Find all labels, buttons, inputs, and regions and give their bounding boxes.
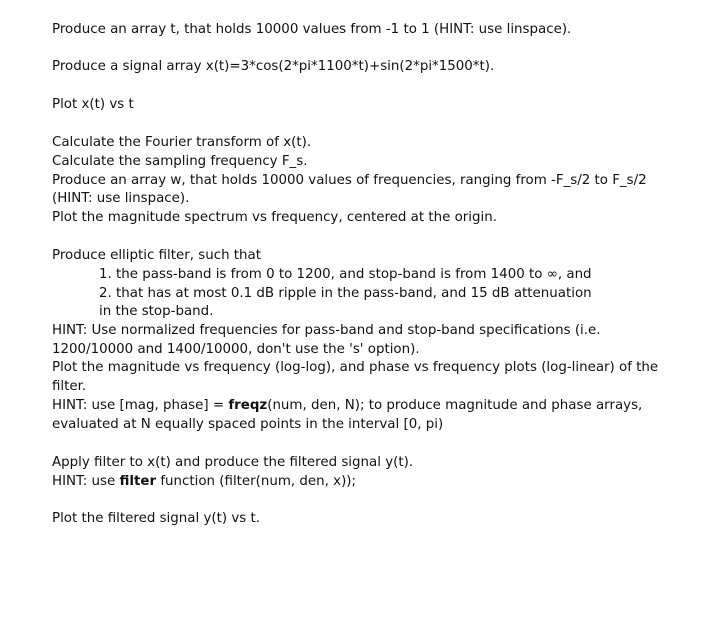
hint-freqz-pre: HINT: use [mag, phase] = bbox=[52, 398, 229, 413]
instruction-magnitude-spectrum: Plot the magnitude spectrum vs frequency, centered at the origin. bbox=[52, 210, 497, 225]
hint-freqz-cont: evaluated at N equally spaced points in the interval [0, pi) bbox=[52, 417, 444, 432]
instruction-signal: Produce a signal array x(t)=3*cos(2*pi*1100*t)+sin(2*pi*1500*t). bbox=[52, 59, 495, 74]
list-item-2: 2. that has at most 0.1 dB ripple in the pass-band, and 15 dB attenuation bbox=[99, 286, 592, 301]
instruction-array-t: Produce an array t, that holds 10000 values from -1 to 1 (HINT: use linspace). bbox=[52, 22, 572, 37]
hint-filter-post: function (filter(num, den, x)); bbox=[156, 474, 357, 489]
instruction-plot-x: Plot x(t) vs t bbox=[52, 97, 134, 112]
instruction-sampling: Calculate the sampling frequency F_s. bbox=[52, 154, 308, 169]
instruction-elliptic: Produce elliptic filter, such that bbox=[52, 248, 261, 263]
instruction-array-w-hint: (HINT: use linspace). bbox=[52, 191, 190, 206]
hint-normalized-cont: 1200/10000 and 1400/10000, don't use the 's' option). bbox=[52, 342, 420, 357]
instruction-array-w: Produce an array w, that holds 10000 values of frequencies, ranging from -F_s/2 to F_s/2 bbox=[52, 173, 647, 188]
instruction-plot-y: Plot the filtered signal y(t) vs t. bbox=[52, 511, 260, 526]
hint-normalized: HINT: Use normalized frequencies for pass-band and stop-band specifications (i.e. bbox=[52, 323, 601, 338]
instruction-plot-filter: Plot the magnitude vs frequency (log-log), and phase vs frequency plots (log-linear) of the bbox=[52, 360, 659, 375]
hint-freqz bbox=[52, 397, 642, 416]
list-item-2-cont: in the stop-band. bbox=[99, 304, 214, 319]
hint-filter-pre: HINT: use bbox=[52, 474, 120, 489]
hint-freqz-keyword: freqz bbox=[228, 398, 268, 413]
list-item-1: 1. the pass-band is from 0 to 1200, and stop-band is from 1400 to ∞, and bbox=[99, 267, 592, 282]
instruction-apply-filter: Apply filter to x(t) and produce the filtered signal y(t). bbox=[52, 455, 414, 470]
hint-filter-keyword: filter bbox=[119, 474, 157, 489]
hint-freqz-post: (num, den, N); to produce magnitude and phase arrays, bbox=[267, 398, 643, 413]
instruction-plot-filter-cont: filter. bbox=[52, 379, 87, 394]
instruction-fourier: Calculate the Fourier transform of x(t). bbox=[52, 135, 312, 150]
hint-filter bbox=[52, 473, 356, 492]
